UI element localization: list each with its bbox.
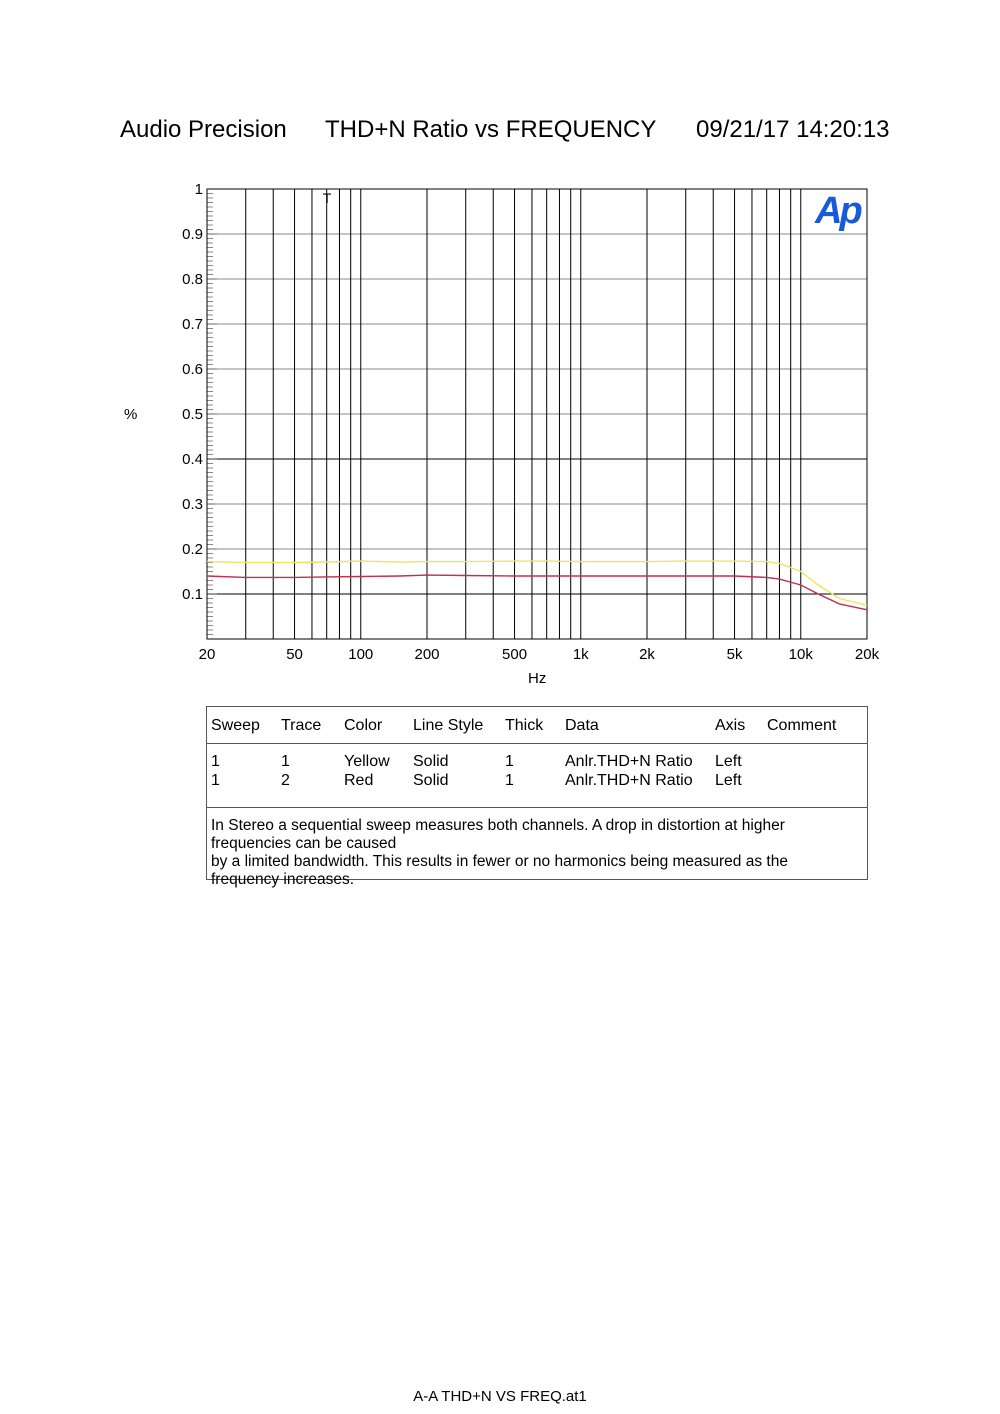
legend-cell-line-style: Solid [413, 772, 449, 789]
x-tick-label: 50 [286, 646, 303, 663]
y-tick-label: 0.6 [182, 361, 203, 378]
chart-title: THD+N Ratio vs FREQUENCY [325, 116, 657, 143]
legend-table [206, 706, 868, 888]
legend-cell-line-style: Solid [413, 753, 449, 770]
y-tick-label: 0.1 [182, 586, 203, 603]
y-tick-label: 1 [194, 181, 203, 198]
x-tick-label: 100 [348, 646, 374, 663]
series-line-2 [207, 575, 867, 610]
y-tick-label: 0.5 [182, 406, 203, 423]
x-tick-label: 2k [639, 646, 655, 663]
legend-cell-color: Yellow [344, 753, 390, 770]
trigger-marker: T [322, 190, 332, 206]
legend-divider [207, 807, 867, 808]
legend-row [207, 772, 867, 792]
legend-header-comment: Comment [767, 717, 837, 734]
x-axis-label: Hz [528, 670, 547, 687]
legend-cell-sweep: 1 [211, 753, 220, 770]
note-line: by a limited bandwidth. This results in fewer or no harmonics being measured as the [211, 853, 788, 870]
x-tick-label: 200 [414, 646, 440, 663]
legend-cell-data: Anlr.THD+N Ratio [565, 772, 693, 789]
legend-cell-axis: Left [715, 772, 742, 789]
y-tick-label: 0.4 [182, 451, 203, 468]
x-tick-label: 1k [572, 646, 589, 663]
thd-chart [0, 0, 1000, 700]
legend-header-data: Data [565, 717, 599, 734]
vendor-title: Audio Precision [120, 116, 287, 143]
note-line: In Stereo a sequential sweep measures both channels. A drop in distortion at higher [211, 817, 785, 834]
legend-cell-data: Anlr.THD+N Ratio [565, 753, 693, 770]
comment-note [211, 817, 857, 888]
legend-cell-trace: 2 [281, 772, 290, 789]
legend-cell-sweep: 1 [211, 772, 220, 789]
legend-cell-thick: 1 [505, 753, 514, 770]
series-line-1 [207, 561, 867, 605]
y-tick-label: 0.3 [182, 496, 203, 513]
y-tick-label: 0.8 [182, 271, 203, 288]
legend-header-thick: Thick [505, 717, 544, 734]
x-tick-label: 20 [198, 646, 216, 663]
x-tick-label: 20k [854, 646, 880, 663]
file-name-footer: A-A THD+N VS FREQ.at1 [413, 1388, 587, 1405]
legend-header-sweep: Sweep [211, 717, 260, 734]
timestamp: 09/21/17 14:20:13 [696, 116, 890, 143]
legend-header-color: Color [344, 717, 383, 734]
legend-header-row [207, 717, 867, 743]
legend-cell-color: Red [344, 772, 374, 789]
legend-divider [207, 743, 867, 744]
x-tick-label: 10k [788, 646, 813, 663]
legend-row [207, 753, 867, 773]
ap-logo: Ap [815, 190, 860, 232]
x-tick-label: 500 [502, 646, 528, 663]
y-tick-label: 0.7 [182, 316, 203, 333]
y-axis-label: % [124, 406, 138, 423]
note-line: frequency increases. [211, 871, 355, 888]
y-tick-label: 0.2 [182, 541, 203, 558]
legend-cell-trace: 1 [281, 753, 290, 770]
legend-header-axis: Axis [715, 717, 746, 734]
y-tick-label: 0.9 [182, 226, 203, 243]
legend-header-trace: Trace [281, 717, 322, 734]
x-tick-label: 5k [726, 646, 743, 663]
legend-header-line-style: Line Style [413, 717, 484, 734]
note-line: frequencies can be caused [211, 835, 397, 852]
legend-cell-axis: Left [715, 753, 742, 770]
legend-cell-thick: 1 [505, 772, 514, 789]
